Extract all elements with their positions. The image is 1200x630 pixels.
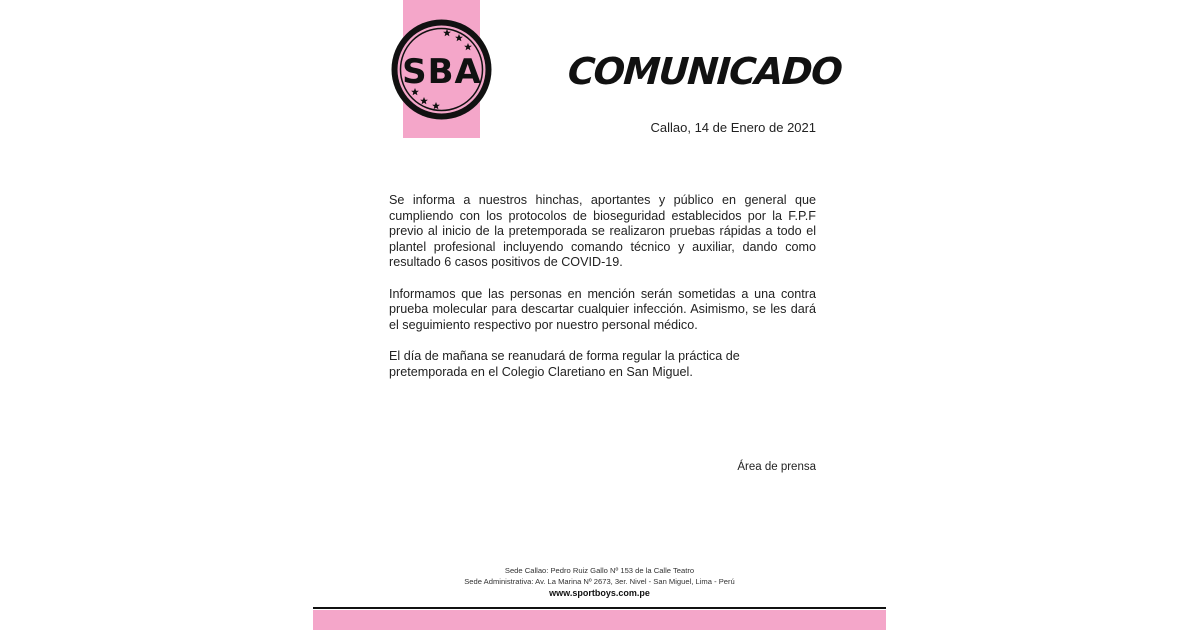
body-paragraph: Se informa a nuestros hinchas, aportantes y público en general que cumpliendo con los protocolos de bioseguridad establecidos por la F.P.F previo al inicio de la pretemporada se realizaron pruebas rápidas a todo el plantel profesional incluyendo comando técnico y auxiliar, dando como resultado 6 casos positivos de COVID-19.	[389, 193, 816, 270]
footer-address-line: Sede Administrativa: Av. La Marina Nº 2673, 3er. Nivel - San Miguel, Lima - Perú	[464, 576, 735, 586]
footer-pink-band	[313, 610, 886, 630]
letter-date: Callao, 14 de Enero de 2021	[650, 120, 816, 135]
signature: Área de prensa	[737, 461, 816, 473]
footer-divider	[313, 607, 886, 609]
sba-logo	[388, 16, 495, 123]
body-paragraph: Informamos que las personas en mención serán sometidas a una contra prueba molecular para descartar cualquier infección. Asimismo, se les dará el seguimiento respectivo por nuestro personal médico.	[389, 286, 816, 332]
footer-website: www.sportboys.com.pe	[549, 588, 650, 598]
logo-lettering: SBA	[402, 52, 482, 92]
body-paragraph: El día de mañana se reanudará de forma regular la práctica de pretemporada en el Colegio Claretiano en San Miguel.	[389, 348, 740, 379]
page-title: COMUNICADO	[566, 50, 843, 93]
footer-address-block	[313, 566, 886, 600]
letter-body	[389, 193, 816, 396]
footer-address-line: Sede Callao: Pedro Ruiz Gallo Nº 153 de la Calle Teatro	[504, 566, 695, 575]
